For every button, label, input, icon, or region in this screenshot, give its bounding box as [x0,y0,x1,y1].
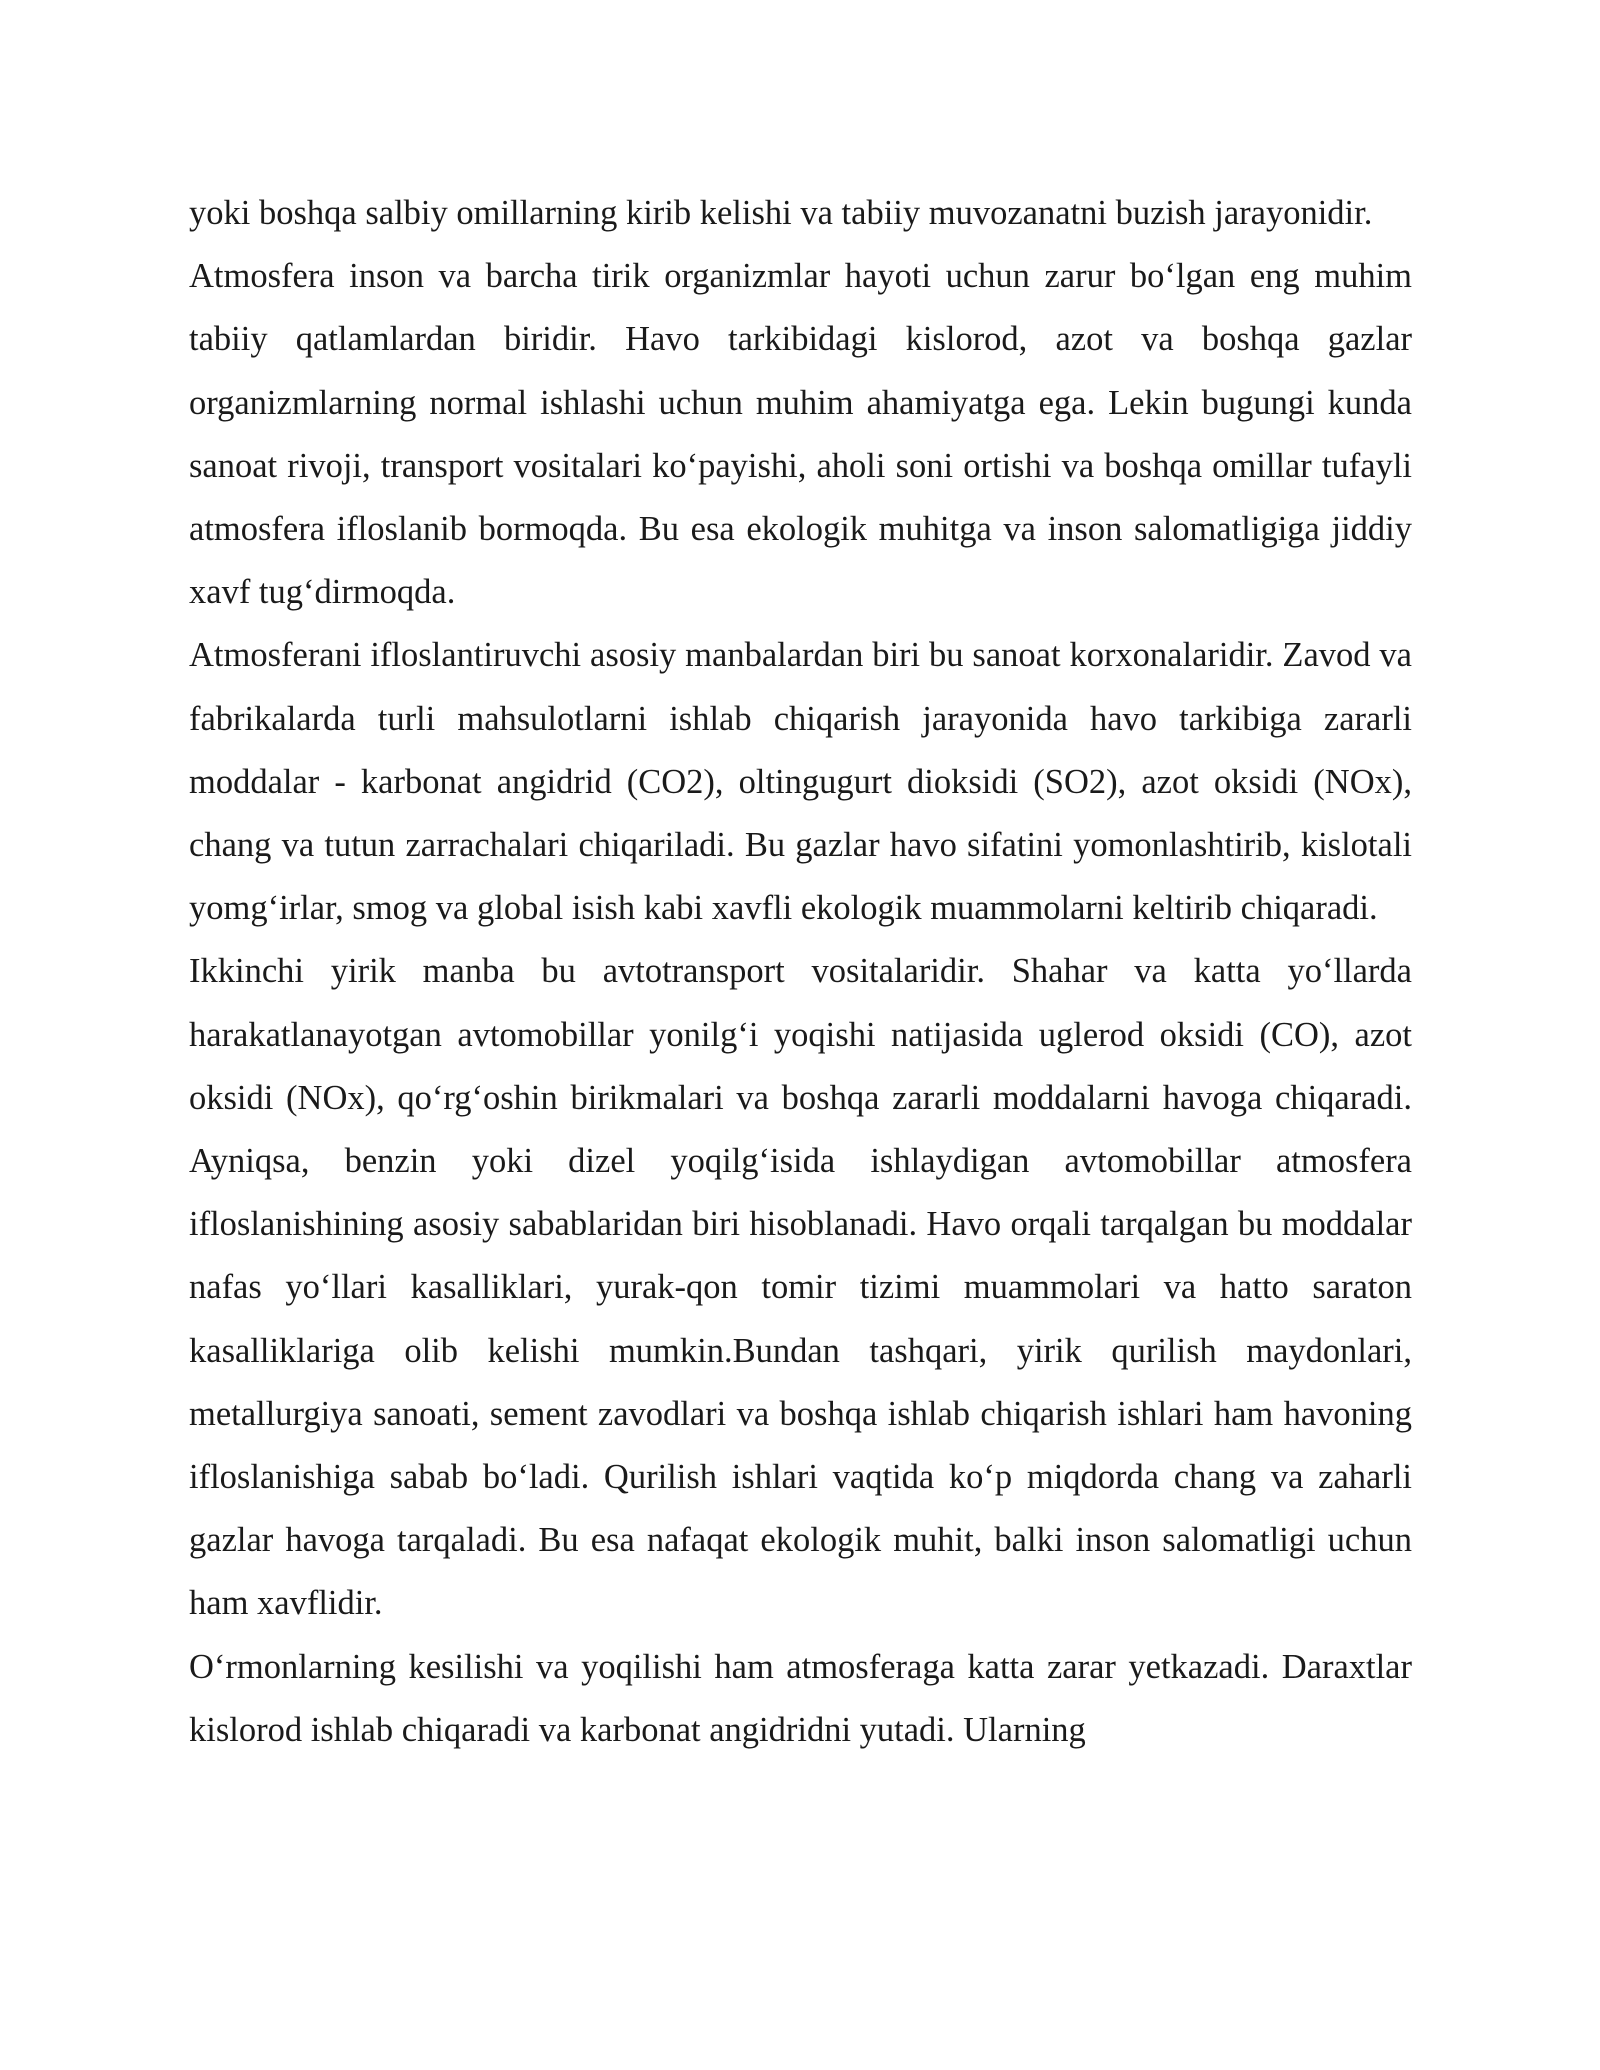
paragraph-industrial-sources: Atmosferani ifloslantiruvchi asosiy manbalardan biri bu sanoat korxonalaridir. Zavod va fabrikalarda turli mahsulotlarni ishlab chiqarish jarayonida havo tarkibiga zararli moddalar - karbonat angidrid (CO2), oltingugurt dioksidi (SO2), azot oksidi (NOx), chang va tutun zarrachalari chiqariladi. Bu gazlar havo sifatini yomonlashtirib, kislotali yomg‘irlar, smog va global isish kabi xavfli ekologik muammolarni keltirib chiqaradi. [189,636,1412,928]
body-text [189,182,1412,1762]
paragraph-vehicle-sources: Ikkinchi yirik manba bu avtotransport vositalaridir. Shahar va katta yo‘llarda harakatlanayotgan avtomobillar yonilg‘i yoqishi natijasida uglerod oksidi (CO), azot oksidi (NOx), qo‘rg‘oshin birikmalari va boshqa zararli moddalarni havoga chiqaradi. Ayniqsa, benzin yoki dizel yoqilg‘isida ishlaydigan avtomobillar atmosfera ifloslanishining asosiy sabablaridan biri hisoblanadi. Havo orqali tarqalgan bu moddalar nafas yo‘llari kasalliklari, yurak-qon tomir tizimi muammolari va hatto saraton kasalliklariga olib kelishi mumkin.Bundan tashqari, yirik qurilish maydonlari, metallurgiya sanoati, sement zavodlari va boshqa ishlab chiqarish ishlari ham havoning ifloslanishiga sabab bo‘ladi. Qurilish ishlari vaqtida ko‘p miqdorda chang va zaharli gazlar havoga tarqaladi. Bu esa nafaqat ekologik muhit, balki inson salomatligi uchun ham xavflidir. [189,952,1412,1623]
paragraph-deforestation: O‘rmonlarning kesilishi va yoqilishi ham atmosferaga katta zarar yetkazadi. Daraxtlar kislorod ishlab chiqaradi va karbonat angidridni yutadi. Ularning [189,1647,1412,1749]
paragraph-continuation: yoki boshqa salbiy omillarning kirib kelishi va tabiiy muvozanatni buzish jarayonidir. [189,194,1373,232]
paragraph-atmosphere-intro: Atmosfera inson va barcha tirik organizmlar hayoti uchun zarur bo‘lgan eng muhim tabiiy qatlamlardan biridir. Havo tarkibidagi kislorod, azot va boshqa gazlar organizmlarning normal ishlashi uchun muhim ahamiyatga ega. Lekin bugungi kunda sanoat rivoji, transport vositalari ko‘payishi, aholi soni ortishi va boshqa omillar tufayli atmosfera ifloslanib bormoqda. Bu esa ekologik muhitga va inson salomatligiga jiddiy xavf tug‘dirmoqda. [189,257,1412,612]
